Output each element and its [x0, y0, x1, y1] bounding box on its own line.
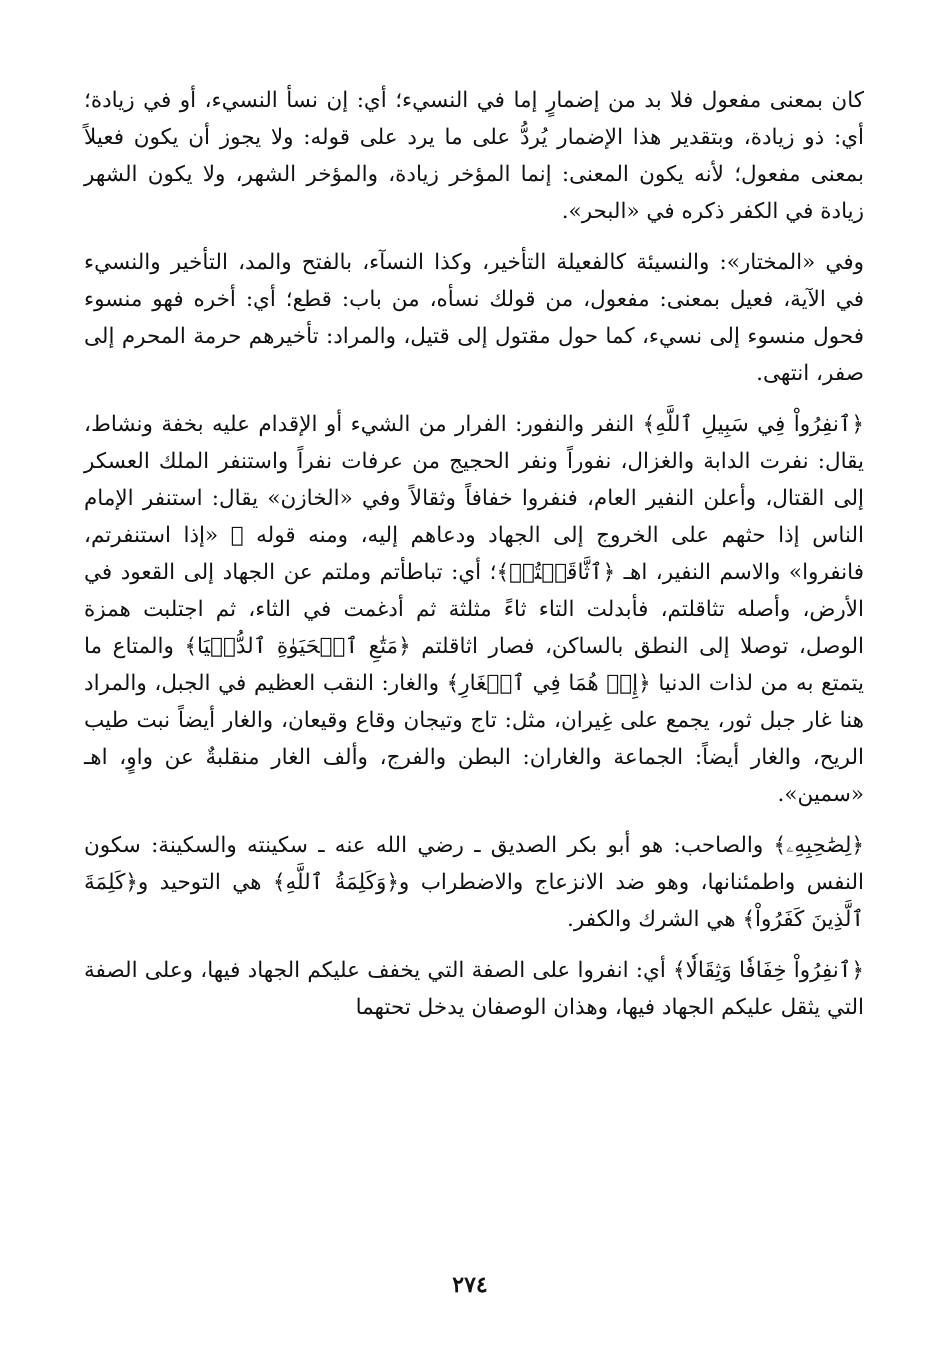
paragraph-4: ﴿لِصَٰحِبِهِۦ﴾ والصاحب: هو أبو بكر الصديق ـ رضي الله عنه ـ سكينته والسكينة: سكون النفس واطمئنانها، وهو ضد الانزعاج والاضطراب و﴿وَكَلِمَةُ ٱللَّهِ﴾ هي التوحيد و﴿كَلِمَةَ ٱلَّذِينَ كَفَرُواْ﴾ هي الشرك والكفر.: [84, 833, 864, 932]
paragraph-3: ﴿ٱنفِرُواْ فِي سَبِيلِ ٱللَّهِ﴾ النفر والنفور: الفرار من الشيء أو الإقدام عليه بخفة ونشاط، يقال: نفرت الدابة والغزال، نفوراً ونفر الحجيج من عرفات نفراً واستنفر الملك العسكر إلى القتال، وأعلن النفير العام، فنفروا خفافاً وثقالاً وفي «الخازن» يقال: استنفر الإمام الناس إذا حثهم على الخروج إلى الجهاد ودعاهم إليه، ومنه قوله ﷺ «إذا استنفرتم، فانفروا» والاسم النفير، اهـ ﴿ٱثَّاقَلۡتُمۡ﴾؛ أي: تباطأتم وملتم عن الجهاد إلى القعود في الأرض، وأصله تثاقلتم، فأبدلت التاء ثاءً مثلثة ثم أدغمت في الثاء، ثم اجتلبت همزة الوصل، توصلا إلى النطق بالساكن، فصار اثاقلتم ﴿مَتَٰعِ ٱلۡحَيَوٰةِ ٱلدُّنۡيَا﴾ والمتاع ما يتمتع به من لذات الدنيا ﴿إِذۡ هُمَا فِي ٱلۡغَارِ﴾ والغار: النقب العظيم في الجبل، والمراد هنا غار جبل ثور، يجمع على غِيران، مثل: تاج وتيجان وقاع وقيعان، والغار أيضاً نبت طيب الريح، والغار أيضاً: الجماعة والغاران: البطن والفرج، وألف الغار منقلبةٌ عن واوٍ، اهـ «سمين».: [84, 412, 864, 807]
page-body: [84, 82, 864, 1026]
paragraph-1: كان بمعنى مفعول فلا بد من إضمارٍ إما في النسيء؛ أي: إن نسأ النسيء، أو في زيادة؛ أي: ذو زيادة، وبتقدير هذا الإضمار يُردُّ على ما يرد على قوله: ولا يجوز أن يكون فعيلاً بمعنى مفعول؛ لأنه يكون المعنى: إنما المؤخر زيادة، والمؤخر الشهر، ولا يكون الشهر زيادة في الكفر ذكره في «البحر».: [84, 88, 864, 224]
paragraph-2: وفي «المختار»: والنسيئة كالفعيلة التأخير، وكذا النسآء، بالفتح والمد، التأخير والنسيء في الآية، فعيل بمعنى: مفعول، من قولك نسأه، من باب: قطع؛ أي: أخره فهو منسوء فحول منسوء إلى نسيء، كما حول مقتول إلى قتيل، والمراد: تأخيرهم حرمة المحرم إلى صفر، انتهى.: [84, 250, 864, 386]
page-number: ٢٧٤: [452, 1272, 488, 1298]
paragraph-5: ﴿ٱنفِرُواْ خِفَافٗا وَثِقَالٗا﴾ أي: انفروا على الصفة التي يخفف عليكم الجهاد فيها، وعلى الصفة التي يثقل عليكم الجهاد فيها، وهذان الوصفان يدخل تحتهما: [84, 958, 864, 1020]
